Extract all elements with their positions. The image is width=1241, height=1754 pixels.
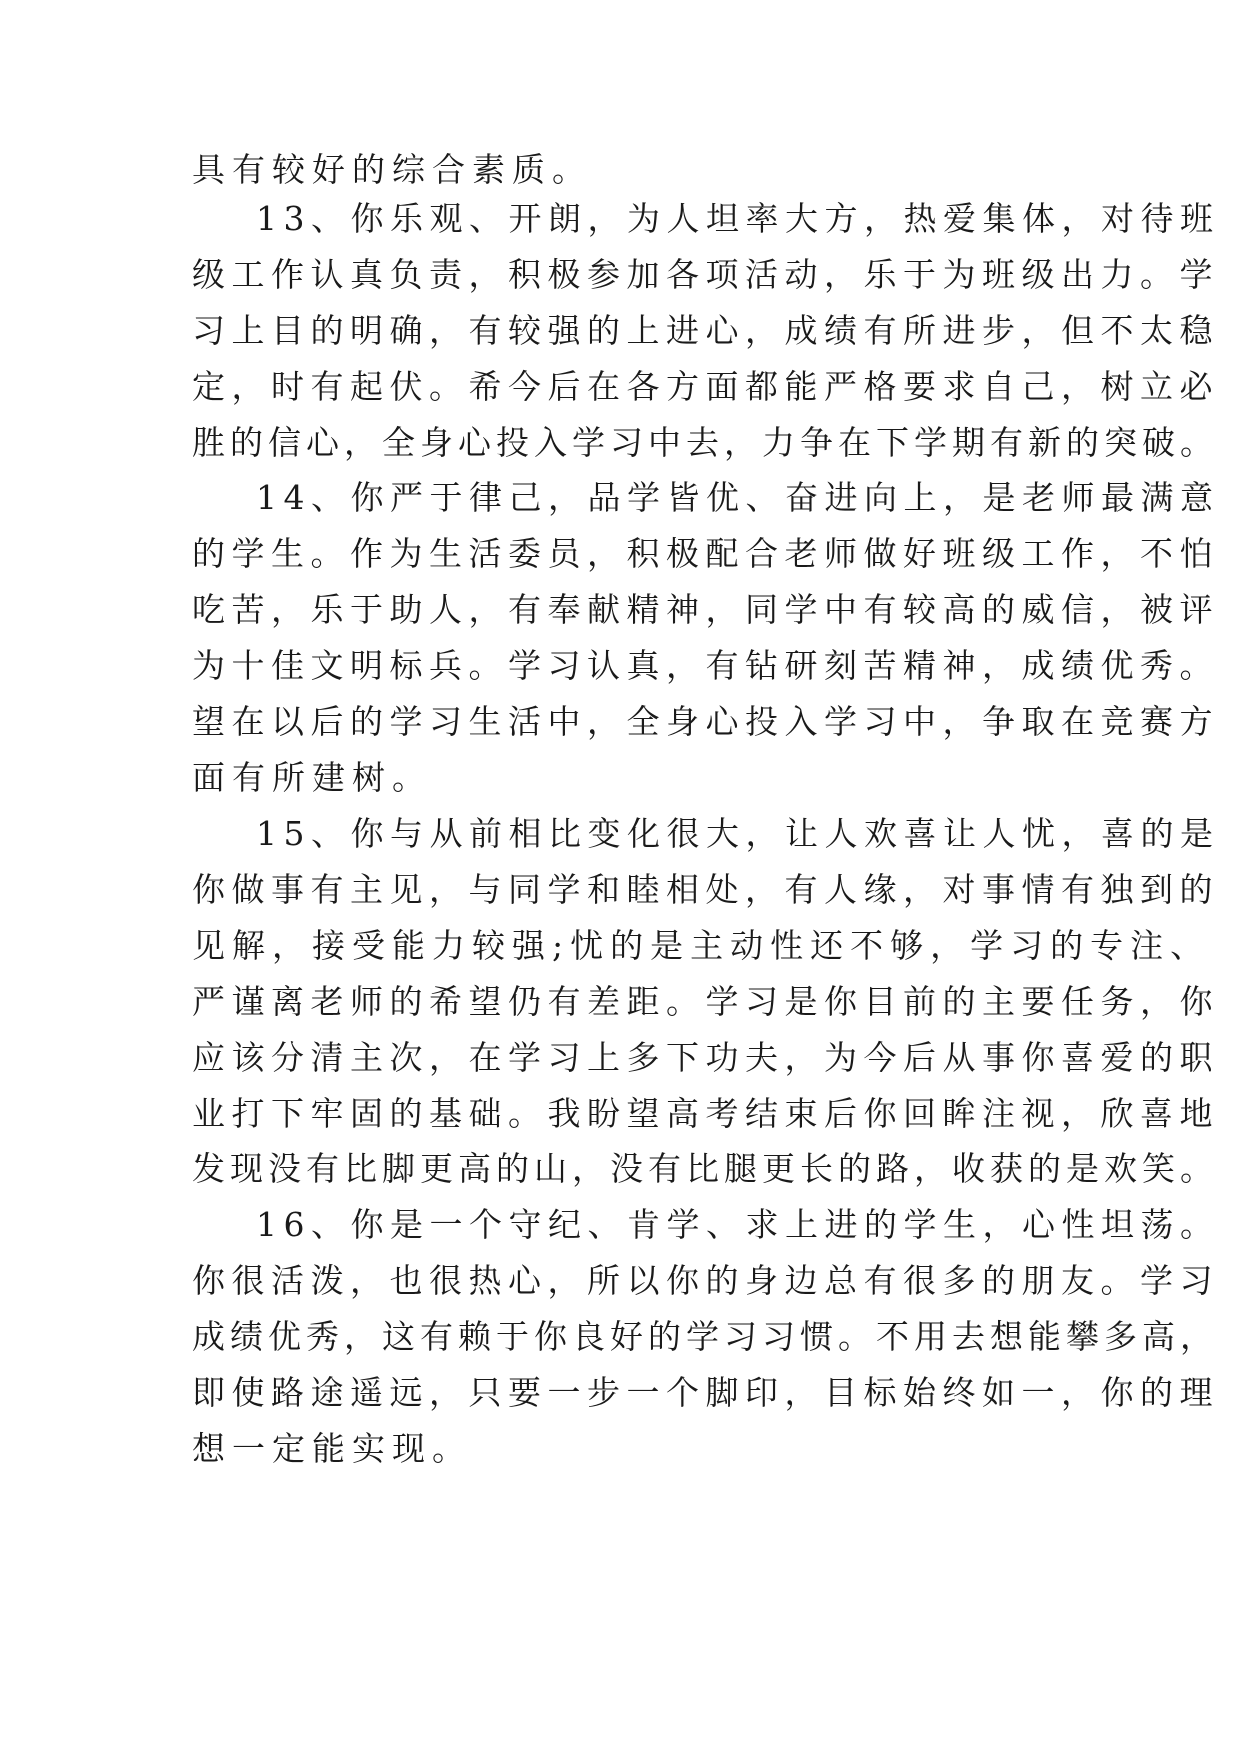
paragraph-line: 级工作认真负责，积极参加各项活动，乐于为班级出力。学: [192, 255, 1219, 294]
paragraph-line: 发现没有比脚更高的山，没有比腿更长的路，收获的是欢笑。: [192, 1149, 1218, 1188]
paragraph-line: 你很活泼，也很热心，所以你的身边总有很多的朋友。学习: [192, 1261, 1219, 1300]
paragraph-line: 习上目的明确，有较强的上进心，成绩有所进步，但不太稳: [192, 311, 1219, 350]
paragraph-line: 16、你是一个守纪、肯学、求上进的学生，心性坦荡。: [256, 1205, 1220, 1244]
paragraph-line: 具有较好的综合素质。: [192, 150, 592, 189]
paragraph-line: 13、你乐观、开朗，为人坦率大方，热爱集体，对待班: [256, 199, 1220, 238]
paragraph-line: 面有所建树。: [192, 758, 432, 797]
paragraph-line: 胜的信心，全身心投入学习中去，力争在下学期有新的突破。: [192, 423, 1218, 462]
paragraph-line: 见解，接受能力较强;忧的是主动性还不够，学习的专注、: [192, 926, 1211, 965]
paragraph-line: 望在以后的学习生活中，全身心投入学习中，争取在竞赛方: [192, 702, 1219, 741]
paragraph-line: 成绩优秀，这有赖于你良好的学习习惯。不用去想能攀多高，: [192, 1317, 1218, 1356]
paragraph-line: 定，时有起伏。希今后在各方面都能严格要求自己，树立必: [192, 367, 1219, 406]
paragraph-line: 为十佳文明标兵。学习认真，有钻研刻苦精神，成绩优秀。: [192, 646, 1219, 685]
paragraph-line: 吃苦，乐于助人，有奉献精神，同学中有较高的威信，被评: [192, 590, 1219, 629]
paragraph-line: 严谨离老师的希望仍有差距。学习是你目前的主要任务，你: [192, 982, 1219, 1021]
paragraph-line: 15、你与从前相比变化很大，让人欢喜让人忧，喜的是: [256, 814, 1220, 853]
paragraph-line: 应该分清主次，在学习上多下功夫，为今后从事你喜爱的职: [192, 1038, 1219, 1077]
paragraph-line: 即使路途遥远，只要一步一个脚印，目标始终如一，你的理: [192, 1373, 1219, 1412]
paragraph-line: 的学生。作为生活委员，积极配合老师做好班级工作，不怕: [192, 534, 1219, 573]
paragraph-line: 你做事有主见，与同学和睦相处，有人缘，对事情有独到的: [192, 870, 1219, 909]
paragraph-line: 想一定能实现。: [192, 1429, 472, 1468]
paragraph-line: 14、你严于律己，品学皆优、奋进向上，是老师最满意: [256, 478, 1220, 517]
paragraph-line: 业打下牢固的基础。我盼望高考结束后你回眸注视，欣喜地: [192, 1094, 1219, 1133]
